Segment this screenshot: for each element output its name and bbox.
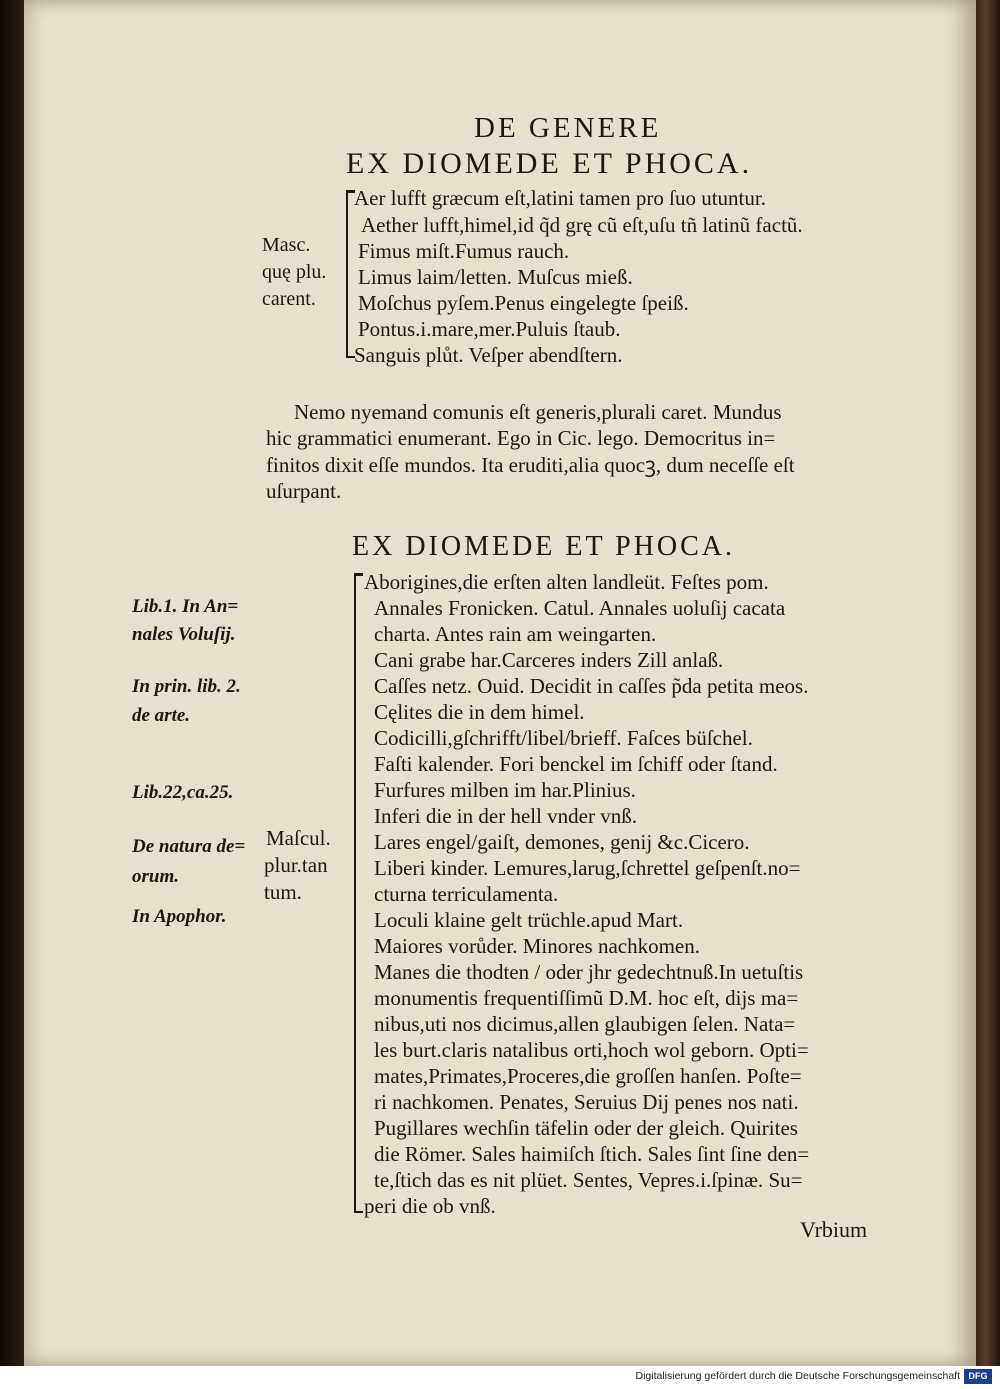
section2-title: EX DIOMEDE ET PHOCA. (352, 531, 736, 562)
paragraph-line: Nemo nyemand comunis eſt generis,plurali caret. Mundus (294, 400, 782, 424)
section1-title: EX DIOMEDE ET PHOCA. (346, 147, 753, 180)
section2-line: Manes die thodten / oder jhr gedechtnuß.In uetuſtis (374, 960, 804, 984)
catchword: Vrbium (800, 1217, 868, 1242)
section1-margin-label-1: Masc. (262, 234, 311, 256)
section2-line: te,ſtich das es nit plüet. Sentes, Vepres.i.ſpinæ. Su= (374, 1168, 803, 1192)
footer-bar (0, 1366, 1000, 1389)
page-header: DE GENERE (474, 112, 662, 144)
section2-line: Annales Fronicken. Catul. Annales uoluſij cacata (374, 596, 786, 620)
section1-line: Pontus.i.mare,mer.Puluis ſtaub. (358, 317, 621, 341)
section2-line: Cani grabe har.Carceres inders Zill anlaß. (374, 648, 724, 672)
footer-text: Digitalisierung gefördert durch die Deutsche Forschungsgemeinschaft (635, 1370, 960, 1382)
dfg-logo-icon: DFG (964, 1369, 992, 1384)
section2-line: Codicilli,gſchrifft/libel/brieff. Faſces büſchel. (374, 726, 753, 750)
section1-line: Sanguis plůt. Veſper abendſtern. (354, 343, 623, 367)
section2-margin-label-2: plur.tan (264, 853, 328, 877)
section1-line: Limus laim/letten. Muſcus mieß. (358, 265, 633, 289)
section1-margin-label-2: quę plu. (262, 261, 327, 283)
section2-line: cturna terriculamenta. (374, 882, 559, 906)
section2-bracket (354, 573, 356, 1213)
paragraph-line: hic grammatici enumerant. Ego in Cic. lego. Democritus in= (266, 426, 776, 450)
side-note-1a: Lib.1. In An= (132, 596, 239, 617)
side-note-3: Lib.22,ca.25. (132, 782, 234, 803)
side-note-2a: In prin. lib. 2. (132, 676, 241, 697)
section2-line: Aborigines,die erſten alten landleüt. Feſtes pom. (364, 570, 769, 594)
book-page (24, 0, 976, 1366)
section2-line: Pugillares wechſin täfelin oder der gleich. Quirites (374, 1116, 798, 1140)
section2-line: Lares engel/gaiſt, demones, genij &c.Cicero. (374, 830, 750, 854)
paragraph-line: uſurpant. (266, 479, 342, 503)
section2-line: die Römer. Sales haimiſch ſtich. Sales ſint ſine den= (374, 1142, 810, 1166)
section2-line: Inferi die in der hell vnder vnß. (374, 804, 637, 828)
side-note-1b: nales Voluſij. (132, 624, 236, 645)
paragraph-line: finitos dixit eſſe mundos. Ita eruditi,alia quocꝫ, dum neceſſe eſt (266, 453, 795, 477)
section1-margin-label-3: carent. (262, 288, 316, 310)
section2-line: Furfures milben im har.Plinius. (374, 778, 636, 802)
section2-line: Liberi kinder. Lemures,larug,ſchrettel geſpenſt.no= (374, 856, 801, 880)
section2-margin-label-3: tum. (264, 880, 302, 904)
section2-line: mates,Primates,Proceres,die groſſen hanſen. Poſte= (374, 1064, 802, 1088)
section2-line: les burt.claris natalibus orti,hoch wol geborn. Opti= (374, 1038, 809, 1062)
section1-line: Fimus miſt.Fumus rauch. (358, 239, 570, 263)
section2-line: monumentis frequentiſſimũ D.M. hoc eſt, dijs ma= (374, 986, 799, 1010)
section2-line: Caſſes netz. Ouid. Decidit in caſſes p̃da petita meos. (374, 674, 809, 698)
section2-line: nibus,uti nos dicimus,allen glaubigen ſelen. Nata= (374, 1012, 796, 1036)
section1-line: Aer lufft græcum eſt,latini tamen pro ſuo utuntur. (354, 186, 766, 210)
section2-line: Maiores vorůder. Minores nachkomen. (374, 934, 701, 958)
section2-line: Loculi klaine gelt trüchle.apud Mart. (374, 908, 684, 932)
section2-line: Faſti kalender. Fori benckel im ſchiff oder ſtand. (374, 752, 778, 776)
section2-margin-label-1: Maſcul. (266, 826, 331, 850)
book-right-edge (976, 0, 1000, 1366)
side-note-5: In Apophor. (132, 906, 227, 927)
book-left-edge (0, 0, 24, 1366)
section2-line: charta. Antes rain am weingarten. (374, 622, 657, 646)
section1-line: Aether lufft,himel,id q̃d grę cũ eſt,uſu tñ latinũ factũ. (361, 213, 803, 237)
section2-line: Cęlites die in dem himel. (374, 700, 585, 724)
section2-line: ri nachkomen. Penates, Seruius Dij penes nos nati. (374, 1090, 799, 1114)
section2-line: peri die ob vnß. (364, 1194, 496, 1218)
side-note-4a: De natura de= (132, 836, 246, 857)
side-note-4b: orum. (132, 866, 179, 887)
section1-bracket (346, 190, 348, 358)
section1-line: Moſchus pyſem.Penus eingelegte ſpeiß. (358, 291, 689, 315)
side-note-2b: de arte. (132, 705, 191, 726)
